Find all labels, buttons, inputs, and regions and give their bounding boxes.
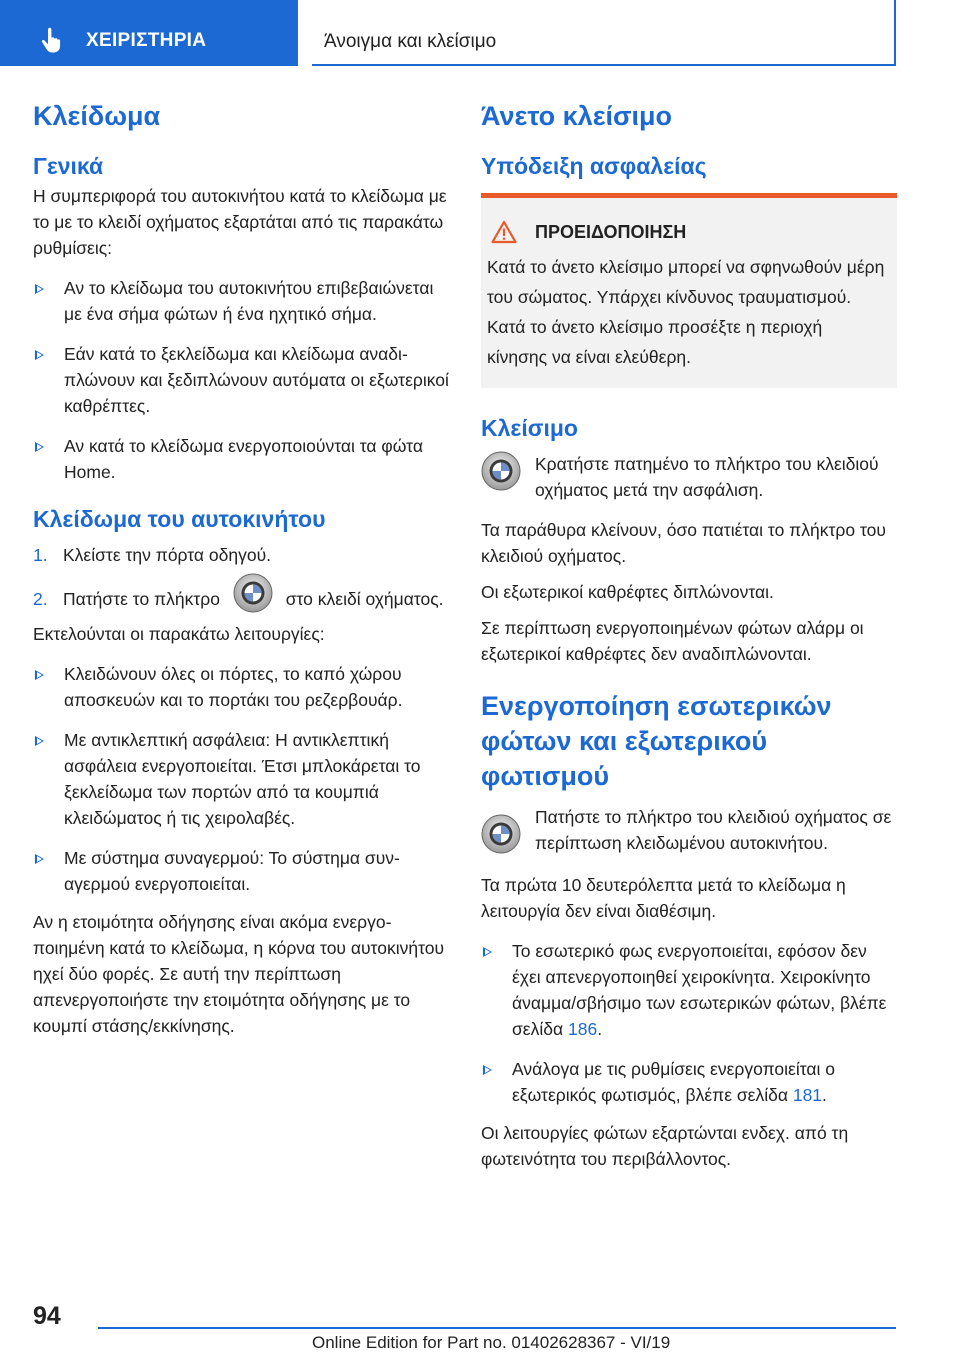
list-item: Με σύστημα συναγερμού: Το σύστημα συναγερμού ενεργοποιείται. <box>33 845 449 897</box>
closing-instruction <box>481 451 897 503</box>
list-item <box>481 938 897 1042</box>
list-item <box>481 1056 897 1108</box>
closing-windows-text: Τα παράθυρα κλείνουν, όσο πατιέται το πλήκτρο του κλειδιού οχήματος. <box>481 519 886 566</box>
page-link-181[interactable]: 181 <box>792 1085 823 1106</box>
general-intro: Η συμπεριφορά του αυτοκινήτου κατά το κλείδωμα με το με το κλειδί οχήματος εξαρτάται από τις παρακάτω ρυθμίσεις: <box>33 186 447 259</box>
lights-delay-text: Τα πρώτα 10 δευτερόλεπτα μετά το κλείδωμα η λειτουργία δεν είναι διαθέσιμη. <box>481 875 846 922</box>
step-number: 2. <box>33 588 48 609</box>
page-number: 94 <box>33 1302 61 1330</box>
lights-bullet-list <box>481 938 897 1108</box>
list-item: Αν κατά το κλείδωμα ενεργοποιούνται τα φώτα Home. <box>33 433 449 485</box>
list-item: Εάν κατά το ξεκλείδωμα και κλείδωμα αναδιπλώνουν και ξεδιπλώνουν αυτόματα οι εξωτερικοί καθρέπτες. <box>33 341 449 419</box>
closing-instruction-text: Κρατήστε πατημένο το πλήκτρο του κλειδιού οχήματος μετά την ασφάλιση. <box>535 453 879 500</box>
warning-header <box>487 220 885 244</box>
closing-mirrors-text: Οι εξωτερικοί καθρέφτες διπλώνονται. <box>481 581 774 602</box>
closing-heading: Κλείσιμο <box>481 415 578 442</box>
functions-intro: Εκτελούνται οι παρακάτω λειτουργίες: <box>33 624 325 645</box>
comfort-closing-title: Άνετο κλείσιμο <box>481 101 672 131</box>
list-item: Κλειδώνουν όλες οι πόρτες, το καπό χώρου αποσκευών και το πορτάκι του ρεζερβουάρ. <box>33 661 449 713</box>
step-number: 1. <box>33 544 48 565</box>
warning-triangle-icon <box>491 220 517 244</box>
chapter-header <box>312 0 896 66</box>
step-item <box>33 586 449 613</box>
locking-title: Κλείδωμα <box>33 101 161 131</box>
section-label: ΧΕΙΡΙΣΤΗΡΙΑ <box>86 30 207 51</box>
lights-heading: Ενεργοποίηση εσωτερικών φώτων και εξωτερικού φωτισμού <box>481 690 832 792</box>
hand-touch-icon <box>40 27 64 53</box>
chapter-title: Άνοιγμα και κλείσιμο <box>324 31 497 52</box>
step-text: Κλείστε την πόρτα οδηγού. <box>63 544 272 565</box>
section-tab <box>0 0 298 66</box>
link-suffix: . <box>822 1085 827 1106</box>
edition-info: Online Edition for Part no. 01402628367 - VI/19 <box>312 1333 671 1352</box>
left-column <box>33 96 449 1039</box>
list-item-text: Ανάλογα με τις ρυθμίσεις ενεργοποιείται ο εξωτερικός φωτισμός, βλέπε σελίδα <box>512 1059 835 1106</box>
closing-hazard-text: Σε περίπτωση ενεργοποιημένων φώτων αλάρμ οι εξωτερικοί καθρέφτες δεν αναδιπλώνονται. <box>481 617 864 664</box>
warning-box <box>481 193 897 388</box>
list-item: Αν το κλείδωμα του αυτοκινήτου επιβεβαιώνεται με ένα σήμα φώτων ή ένα ηχητικό σήμα. <box>33 275 449 327</box>
functions-bullet-list <box>33 661 449 897</box>
general-bullet-list <box>33 275 449 485</box>
lights-instruction-text: Πατήστε το πλήκτρο του κλειδιού οχήματος σε περίπτωση κλειδωμένου αυτοκινήτου. <box>535 807 892 854</box>
footer-divider <box>98 1327 896 1329</box>
warning-label: ΠΡΟΕΙΔΟΠΟΙΗΣΗ <box>535 221 687 242</box>
locking-steps <box>33 542 449 613</box>
general-heading: Γενικά <box>33 153 104 180</box>
step-text-before: Πατήστε το πλήκτρο <box>63 588 220 609</box>
vehicle-locking-heading: Κλείδωμα του αυτοκινήτου <box>33 506 326 533</box>
bmw-logo-button-icon <box>481 451 521 491</box>
bmw-logo-button-icon <box>481 814 521 854</box>
step-item <box>33 542 449 568</box>
lights-instruction <box>481 804 897 860</box>
horn-note: Αν η ετοιμότητα οδήγησης είναι ακόμα ενεργοποιημένη κατά το κλείδωμα, η κόρνα του αυτοκινήτου ηχεί δύο φορές. Σε αυτή την περίπτωση απενεργοποιήστε την ετοιμότητα οδήγησης με το κουμπί στάσης/εκκίνησης. <box>33 912 445 1037</box>
safety-heading: Υπόδειξη ασφαλείας <box>481 153 707 180</box>
lights-brightness-text: Οι λειτουργίες φώτων εξαρτώνται ενδεχ. από τη φωτεινότητα του περιβάλλοντος. <box>481 1123 849 1170</box>
right-column <box>481 96 897 1172</box>
page-link-186[interactable]: 186 <box>567 1019 598 1040</box>
warning-text: Κατά το άνετο κλείσιμο μπορεί να σφηνωθούν μέρη του σώματος. Υπάρχει κίνδυνος τραυματισμού. Κατά το άνετο κλείσιμο προσέξτε η περιοχή κίνησης να είναι ελεύθερη. <box>487 257 885 368</box>
list-item: Με αντικλεπτική ασφάλεια: Η αντικλεπτική ασφάλεια ενεργοποιείται. Έτσι μπλοκάρεται το ξεκλείδωμα των πορτών από τα κουμπιά κλειδώματος ή τις χειρολαβές. <box>33 727 449 831</box>
list-item-text: Το εσωτερικό φως ενεργοποιείται, εφόσον δεν έχει απενεργοποιηθεί χειροκίνητα. Χειροκίνητο άναμμα/σβήσιμο των εσωτερικών φώτων, βλέπε σελίδα <box>512 941 887 1040</box>
step-text-after: στο κλειδί οχήματος. <box>285 588 444 609</box>
link-suffix: . <box>597 1019 603 1040</box>
bmw-logo-button-icon <box>233 573 273 613</box>
